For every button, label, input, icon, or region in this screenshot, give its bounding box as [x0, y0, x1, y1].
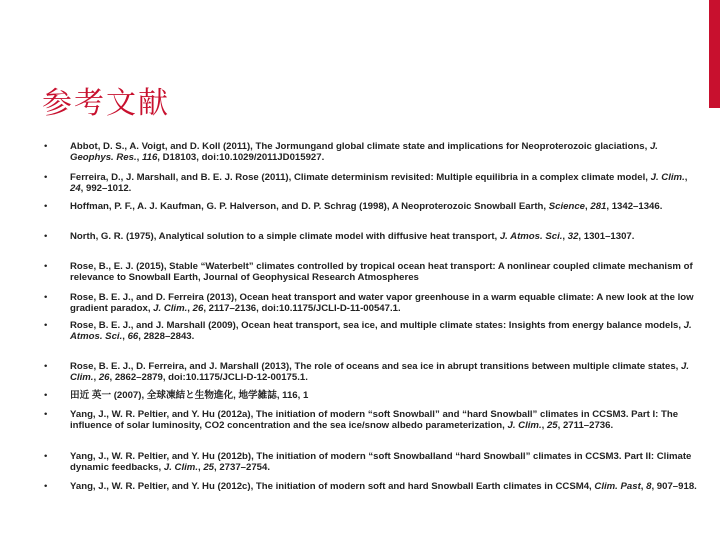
- reference-text: , 2862–2879, doi:10.1175/JCLI-D-12-00175.1.: [109, 371, 308, 383]
- reference-text: Ferreira, D., J. Marshall, and B. E. J. Rose (2011), Climate determinism revisited: Multiple equilibria in a complex climate model,: [70, 172, 651, 183]
- reference-text: , 2117–2136, doi:10.1175/JCLI-D-11-00547.1.: [203, 302, 401, 314]
- bullet-icon: •: [44, 141, 48, 152]
- reference-italic-text: J. Clim.: [163, 461, 198, 473]
- reference-item: [44, 481, 700, 493]
- reference-text: 田近 英一 (2007), 全球凍結と生物進化, 地学雑誌, 116, 1: [70, 390, 309, 401]
- bullet-icon: •: [44, 201, 48, 212]
- reference-italic-text: 116: [142, 151, 158, 163]
- reference-item: [44, 292, 700, 315]
- reference-italic-text: 24: [70, 182, 81, 194]
- bullet-icon: •: [44, 451, 48, 462]
- reference-text: , 2711–2736.: [557, 419, 614, 431]
- reference-item: [44, 231, 700, 243]
- reference-text: Yang, J., W. R. Peltier, and Y. Hu (2012a), The initiation of modern “soft Snowball” and “hard Snowball” climates in CCSM3. Part I: The influence of solar luminosity, CO2 concentration and the sea ice/snow albedo parameterization,: [70, 409, 679, 431]
- reference-text: ,: [684, 172, 688, 183]
- reference-text: Rose, B. E. J., and J. Marshall (2009), Ocean heat transport, sea ice, and multiple climate states: Insights from energy balance models,: [70, 320, 684, 331]
- reference-text: Rose, B. E. J., D. Ferreira, and J. Marshall (2013), The role of oceans and sea ice in abrupt transitions between multiple climate states,: [70, 361, 681, 372]
- bullet-icon: •: [44, 361, 48, 372]
- reference-text: ,: [122, 330, 128, 342]
- reference-text: Hoffman, P. F., A. J. Kaufman, G. P. Halverson, and D. P. Schrag (1998), A Neoproterozoic Snowball Earth,: [70, 201, 549, 212]
- reference-italic-text: J. Clim.: [507, 419, 542, 431]
- reference-italic-text: 26: [98, 371, 110, 383]
- reference-text: Yang, J., W. R. Peltier, and Y. Hu (2012b), The initiation of modern “soft Snowballand “hard Snowball” climates in CCSM3. Part II: Climate dynamic feedbacks,: [70, 451, 692, 473]
- reference-text: ,: [136, 151, 142, 163]
- reference-item: [44, 172, 700, 195]
- reference-italic-text: J. Clim.: [650, 172, 685, 183]
- bullet-icon: •: [44, 231, 48, 242]
- reference-text: , 1342–1346.: [606, 201, 663, 212]
- reference-italic-text: 8: [646, 481, 652, 492]
- reference-text: ,: [187, 302, 193, 314]
- reference-text: ,: [585, 201, 591, 212]
- reference-italic-text: 32: [567, 231, 579, 242]
- reference-italic-text: Clim. Past: [594, 481, 641, 492]
- reference-item: [44, 261, 700, 284]
- reference-italic-text: J. Clim.: [70, 361, 690, 383]
- reference-text: , 2737–2754.: [214, 461, 271, 473]
- reference-text: Yang, J., W. R. Peltier, and Y. Hu (2012c), The initiation of modern soft and hard Snowball Earth climates in CCSM4,: [70, 481, 595, 492]
- reference-text: ,: [93, 371, 99, 383]
- reference-text: ,: [562, 231, 568, 242]
- reference-text: Abbot, D. S., A. Voigt, and D. Koll (2011), The Jormungand global climate state and implications for Neoproterozoic glaciations,: [70, 141, 650, 152]
- reference-text: , 2828–2843.: [138, 330, 195, 342]
- reference-text: , D18103, doi:10.1029/2011JD015927.: [157, 151, 325, 163]
- reference-italic-text: J. Atmos. Sci.: [499, 231, 563, 242]
- bullet-icon: •: [44, 320, 48, 331]
- reference-text: North, G. R. (1975), Analytical solution to a simple climate model with diffusive heat transport,: [70, 231, 500, 242]
- reference-item: [44, 361, 700, 384]
- reference-italic-text: J. Clim.: [153, 302, 188, 314]
- reference-italic-text: Science: [548, 201, 586, 212]
- reference-text: , 1301–1307.: [578, 231, 635, 242]
- bullet-icon: •: [44, 261, 48, 272]
- bullet-icon: •: [44, 390, 48, 401]
- slide-title: 参考文献: [42, 86, 170, 121]
- reference-item: [44, 390, 700, 402]
- reference-item: [44, 451, 700, 474]
- reference-italic-text: 281: [590, 201, 607, 212]
- bullet-icon: •: [44, 409, 48, 420]
- reference-italic-text: 25: [203, 461, 214, 473]
- accent-bar: [709, 0, 720, 108]
- bullet-icon: •: [44, 172, 48, 183]
- reference-italic-text: 25: [546, 419, 558, 431]
- reference-item: [44, 320, 700, 343]
- reference-italic-text: J. Atmos. Sci.: [70, 320, 692, 342]
- reference-text: , 907–918.: [651, 481, 697, 492]
- reference-italic-text: J. Geophys. Res.: [70, 141, 658, 163]
- reference-text: Rose, B. E. J., and D. Ferreira (2013), Ocean heat transport and water vapor greenhouse in a warm equable climate: A new look at the low gradient paradox,: [70, 292, 694, 314]
- reference-italic-text: 66: [127, 330, 139, 342]
- reference-text: , 992–1012.: [80, 182, 132, 194]
- reference-item: [44, 201, 700, 213]
- reference-text: ,: [541, 419, 547, 431]
- bullet-icon: •: [44, 292, 48, 303]
- reference-item: [44, 409, 700, 432]
- reference-text: ,: [640, 481, 647, 492]
- reference-text: ,: [197, 461, 204, 473]
- reference-italic-text: 26: [192, 302, 204, 314]
- reference-text: Rose, B., E. J. (2015), Stable “Waterbelt” climates controlled by tropical ocean heat transport: A nonlinear coupled climate mechanism of relevance to Snowball Earth, Journal of Geophysical Research Atmospheres: [70, 261, 693, 283]
- bullet-icon: •: [44, 481, 48, 492]
- reference-item: [44, 141, 700, 164]
